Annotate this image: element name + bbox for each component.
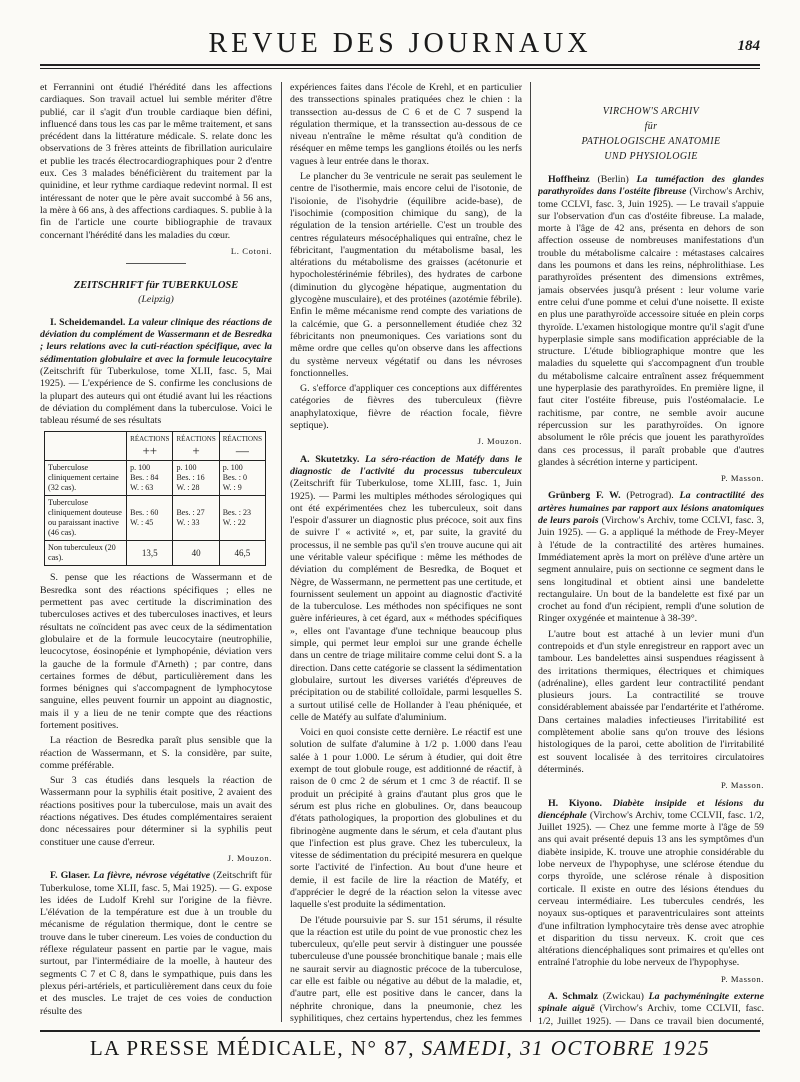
article-title: Diabète insipide et lésions du diencéphale	[538, 797, 764, 821]
table-cell: p. 100 Bes. : 84 W. : 63	[127, 461, 173, 496]
column-1	[40, 82, 272, 1026]
signature: L. Cotoni.	[230, 245, 272, 256]
article-author: Grünberg F. W.	[548, 490, 621, 502]
article-body: (Zeitschrift für Tuberkulose, tome XLIII, fasc. 1, Juin 1925). — Parmi les multiples méthodes sérologiques qui ont été expérimentées chez les tuberculeux, soit dans l'espoir d'assurer un diagnostic plus précoce, soit aux fins de suivre l' « activité », et, par suite, la gravité du processus, il ne semble pas qu'il s'en trouve aucune qui ait une véritable valeur spécifique : même les méthodes de déviation du complément de Besredka, de Boquet et Nègre, de Wassermann, ne permettent pas une certitude, et fournissent seulement un appoint au diagnostic d'activité de la tuberculose. Les méthodes non spécifiques ne sont guère inférieures, à cet égard, aux « méthodes spécifiques », elles ont l'avantage d'une technique beaucoup plus simple, qui permet leur emploi sur une grande échelle dans un centre de triage militaire comme celui dont S. a la direction. Dans cette catégorie se classent la sédimentation globulaire, surtout les diverses variétés d'épreuves de précipitation ou de stabilité colloïdale, parmi lesquelles S. a surtout utilisé celle de Hollander à l'eau phéniquée, et celle de Matéfy au sulfate d'aluminium.	[290, 478, 522, 723]
results-table	[44, 431, 266, 566]
table-row	[45, 461, 266, 496]
journal-name: ZEITSCHRIFT für TUBERKULOSE	[73, 280, 239, 292]
article-scheidemandel	[40, 317, 272, 428]
table-header	[173, 432, 219, 461]
table-cell: 40	[173, 541, 219, 566]
page-footer	[40, 1030, 760, 1070]
paragraph: Le plancher du 3e ventricule ne serait pas seulement le centre de l'isothermie, mais encore celui de l'isotonie, de l'isoionie, de l'isohydrie (équilibre acide-base), de l'isochimie (composition chimique du sang), de la régulation de la tension artérielle. C'est un trouble des centres régulateurs mésocéphaliques qui entraîne, chez le fébricitant, l'augmentation du métabolisme basal, les altérations du métabolisme des graisses (acétonurie et hypocholestérinémie fébriles), des hydrates de carbone (diminution du glycogène hépatique, augmentation du glycogène musculaire), et des protéines (azotémie fébrile). Enfin le même mécanisme rend compte des variations de la calcémie, que G. a personnellement étudiée chez 32 fébricitants non pneumoniques. Ces variations sont du même ordre que celles qu'on observe dans les affections du système nerveux végétatif ou dans les névroses fonctionnelles.	[290, 171, 522, 379]
paragraph: De l'étude poursuivie par S. sur 151 sérums, il résulte que la réaction est utile du point de vue pronostic chez les tuberculeux, qu'elle peut servir à distinguer une poussée tuberculeuse d'une poussée bronchitique banale ; mais elle ne saurait servir au diagnostic précoce de la tuberculose, car elle est faible ou négative au début de la maladie, et, d'autre part, elle est positive dans le cancer, dans la néphrite chronique, dans la pneumonie, chez les syphilitiques, chez certains hypertendus, chez les femmes	[290, 914, 522, 1024]
page-number: 184	[737, 38, 760, 54]
table-cell: Bes. : 27 W. : 33	[173, 496, 219, 541]
table-row	[45, 541, 266, 566]
footer-text	[40, 1036, 760, 1061]
article-author: A. Skutetzky.	[300, 453, 360, 465]
header-symbol: —	[235, 443, 249, 459]
header-label: RÉACTIONS	[130, 435, 170, 444]
table-cell: p. 100 Bes. : 16 W. : 28	[173, 461, 219, 496]
paragraph: expériences faites dans l'école de Krehl, et en particulier des transsections spinales pratiquées chez le chien : la transsection au-dessus de C 6 et de C 7 suspend la régulation thermique, et la transsection au-dessous de ce niveau n'entraîne le même résultat qu'à condition de réséquer en même temps les ganglions étoilés ou les nerfs vagues à leur entrée dans le thorax.	[290, 82, 522, 167]
signature: P. Masson.	[720, 473, 764, 484]
signature: P. Masson.	[720, 780, 764, 791]
column-divider-2	[530, 82, 531, 1022]
table-cell: p. 100 Bes. : 0 W. : 9	[219, 461, 265, 496]
header-symbol: +	[192, 443, 200, 459]
table-cell: Bes. : 23 W. : 22	[219, 496, 265, 541]
signature: J. Mouzon.	[477, 436, 522, 447]
signature: J. Mouzon.	[227, 852, 272, 863]
running-title: REVUE DES JOURNAUX	[208, 28, 592, 59]
article-body: (Zeitschrift für Tuberkulose, tome XLII, fasc. 5, Mai 1925). — L'expérience de S. confirme les conclusions de la plupart des auteurs qui ont étudié avant lui les réactions de déviation du complément dans la tuberculose. Voici le tableau résumé de ses résultats	[40, 365, 272, 427]
article-skutetzky	[290, 454, 522, 725]
paragraph: S. pense que les réactions de Wassermann et de Besredka sont des réactions spécifiques ; elles ne permettent pas avec certitude la discrimination des tuberculoses actives et des tuberculoses inactives, et leurs résultats ne coïncident pas avec ceux de la sédimentation globulaire et de la formule leucocytaire (neutrophilie, leucocytose, éosinopénie et lymphopénie, déviation vers la gauche de la formule d'Arneth) ; par contre, dans certaines formes de début, particulièrement dans les formes bénignes qui s'accompagnent de lymphocytose sanguine, elles peuvent fournir un appoint au diagnostic, mais il y a lieu de ne tenir compte que des réactions fortement positives.	[40, 572, 272, 731]
article-title: La contractilité des artères humaines par rapport aux lésions anatomiques de leurs parois	[538, 490, 764, 527]
header-label: RÉACTIONS	[176, 435, 216, 444]
article-body: (Zeitschrift für Tuberkulose, tome XLII, fasc. 5, Mai 1925). — G. expose les idées de Ludolf Krehl sur l'origine de la fièvre. L'élévation de la température est due à un trouble du mécanisme de régulation thermique, dont le centre se trouve dans le tuber cinereum. Les voies de conduction du réflexe régulateur passent en partie par le vague, mais surtout, par l'intermédiaire de la moelle, à hauteur des segments C 7 et C 8, dans le sympathique, puis dans les plexus péri-artériels, et particulièrement dans ceux du foie et des muscles. Le trajet de ces voies de conduction résulte des	[40, 870, 272, 1017]
article-author: H. Kiyono.	[548, 797, 603, 809]
journal-line: für	[644, 121, 658, 132]
header-rule-thin	[40, 68, 760, 69]
journal-line: UND PHYSIOLOGIE	[604, 151, 698, 162]
article-body: (Virchow's Archiv, tome CCLVII, fasc. 1/2, Juillet 1925). — Chez une femme morte à l'âge de 59 ans qui avait présenté depuis 13 ans les symptômes d'un diabète insipide, K. trouve une atrophie considérable du lobe nerveux de l'hypophyse, une sclérose étendue du corps thyroïde, une sclérose rénale à disposition corticale. Il existe en outre des lésions étendues du cerveau intermédiaire. Les tubercules cendrés, les noyaux sus-optiques et paraventriculaires sont atteints d'une infiltration lymphocytaire très dense avec atrophie et disparition du tissu nerveux. K. croit que ces altérations diencéphaliques sont primaires et qu'elles ont entraîné l'atrophie du lobe nerveux de l'hypophyse.	[538, 809, 764, 969]
footer-issue: N° 87,	[350, 1036, 415, 1060]
table-row	[45, 496, 266, 541]
table-header-row	[45, 432, 266, 461]
journal-line: VIRCHOW'S ARCHIV	[602, 106, 700, 117]
article-author: I. Scheidemandel.	[50, 316, 126, 328]
article-body: (Virchow's Archiv, tome CCLVII, fasc. 1/2, Juillet 1925). — Dans ce travail bien documenté,	[538, 1003, 764, 1026]
paragraph: La réaction de Besredka paraît plus sensible que la réaction de Wassermann, et S. la considère, par suite, comme préférable.	[40, 735, 272, 771]
paragraph: G. s'efforce d'appliquer ces conceptions aux différentes catégories de fièvres des tuberculeux (fièvre anaphylatoxique, fièvre de réaction focale, fièvre septique).	[290, 383, 522, 432]
row-label: Tuberculose cliniquement certaine (32 cas).	[45, 461, 127, 496]
column-divider-1	[281, 82, 282, 1022]
header-rule	[40, 64, 760, 66]
paragraph: et Ferrannini ont étudié l'hérédité dans les affections cardiaques. Son travail actuel lui semble mériter d'être publié, car il s'agit d'un trouble cardiaque bien défini, influencé dans tous les cas par le même traitement, et sans précédent dans la littérature médicale. S. relate donc les observations de 3 frères atteints de fibrillation auriculaire et publie les tracés électrocardiographiques pour 2 d'entre eux. Ces 3 malades bénéficièrent du traitement par la quinidine, et leur rythme cardiaque redevint normal. Il est intéressant de noter que le père avait succombé à 56 ans, la mère à 66 ans, à des affections cardiaques. S. publie à la fin de l'article une courte bibliographie de travaux concernant l'hérédité dans les maladies du cœur.	[40, 82, 272, 241]
article-glaser	[40, 870, 272, 1018]
separator	[126, 263, 186, 264]
signature: P. Masson.	[720, 973, 764, 984]
article-title: La tuméfaction des glandes parathyroïdes dans l'ostéite fibreuse	[538, 174, 764, 198]
article-city: (Petrograd).	[626, 490, 674, 502]
paragraph: Voici en quoi consiste cette dernière. Le réactif est une solution de sulfate d'alumine à 1/2 p. 1.000 dans l'eau salée à 1 pour 1.000. Le sérum à étudier, qui doit être exempt de tout globule rouge, est additionné de réactif, à raison de 0 cmc 2 de sérum et 1 cmc 3 de réactif. Il se produit un précipité à grains d'autant plus gros que le sérum est plus riche en globulines. Or, dans beaucoup d'états pathologiques, la proportion des globulines et du fibrinogène augmente dans le sérum, et cela d'autant plus que l'infection est plus grave. Chez les tuberculeux, la vitesse de sédimentation du précipité mesurera en quelque sorte l'activité de l'infection. Au bout d'une heure et demie, il est facile de lire la réaction de Matéfy, et d'apprécier le degré de la réaction selon la vitesse avec laquelle s'est produite la sédimentation.	[290, 727, 522, 911]
article-city: (Berlin)	[597, 174, 629, 185]
column-3	[538, 82, 764, 1026]
page-header	[40, 26, 760, 66]
article-hoffheinz	[538, 174, 764, 469]
footer-journal: LA PRESSE MÉDICALE,	[89, 1036, 345, 1060]
article-author: Hoffheinz	[548, 174, 590, 185]
header-symbol: ++	[142, 443, 158, 459]
column-2	[290, 82, 522, 1026]
table-header	[219, 432, 265, 461]
paragraph: Sur 3 cas étudiés dans lesquels la réaction de Wassermann pour la syphilis était positive, 2 avaient des réactions positives pour la tuberculose, mais un avait des réactions négatives. Des études complémentaires seraient donc nécessaires pour déterminer si la syphilis peut constituer une cause d'erreur.	[40, 775, 272, 848]
journal-heading	[538, 104, 764, 164]
table-cell: 13,5	[127, 541, 173, 566]
row-label: Non tuberculeux (20 cas).	[45, 541, 127, 566]
article-kiyono	[538, 798, 764, 970]
table-cell: 46,5	[219, 541, 265, 566]
article-schmalz	[538, 991, 764, 1026]
article-body: (Virchow's Archiv, tome CCLVI, fasc. 3, Juin 1925). — G. a appliqué la méthode de Frey-Meyer à l'étude de la contractilité des artères humaines. Immédiatement après la mort on prélève d'une artère un segment annulaire, puis on sectionne ce segment dans le sens longitudinal et obtient ainsi une bandelette rectangulaire. Un bout de la bandelette est fixé par un crochet au fond d'un récipient, rempli d'une solution de Ringer oxygénée et maintenue à 38-39°.	[538, 515, 764, 625]
table-cell: Bes. : 60 W. : 45	[127, 496, 173, 541]
article-title: La séro-réaction de Matéfy dans le diagnostic de l'activité du processus tuberculeux	[290, 453, 522, 477]
footer-date: SAMEDI, 31 OCTOBRE 1925	[421, 1036, 711, 1060]
article-title: La valeur clinique des réactions de déviation du complément de Wassermann et de Besredka ; leurs relations avec la cuti-réaction spécifique, avec la sédimentation globulaire et avec la formule leucocytaire	[40, 316, 272, 365]
article-body: (Virchow's Archiv, tome CCLVI, fasc. 3, Juin 1925). — Le travail s'appuie sur l'observation d'un cas d'ostéite fibreuse. La malade, morte à l'âge de 42 ans, présenta en dehors de son affection osseuse de nombreuses manifestations d'un trouble du métabolisme calcaire : métastases calcaires dans les poumons et dans les reins, néphrolithiase. Les parathyroïdes présentent des dimensions extrêmes, jamais observées jusqu'à présent : leur volume varie entre celui d'une pomme et celui d'une noisette. Il existe en plus une parathyroïde accessoire située en plein corps thyroïde. L'examen histologique montre qu'il s'agit d'une hyperplasie simple sans modification appréciable de la structure. L'étude bibliographique montre que les maladies du squelette qui s'accompagnent d'un trouble du métabolisme calcaire entraînent assez fréquemment une hyperplasie des parathyroïdes. En première ligne, il faut citer l'ostéite fibreuse, puis l'ostéomalacie. Le rachitisme, par contre, ne semble avoir aucune répercussion sur les parathyroïdes. On ignore absolument le rôle précis que jouent les parathyroïdes dans ces processus, il paraît probable que d'autres glandes à sécrétion interne y participent.	[538, 186, 764, 468]
article-author: A. Schmalz	[548, 991, 599, 1002]
article-title: La fièvre, névrose végétative	[93, 870, 211, 882]
footer-rule	[40, 1030, 760, 1032]
article-title: La pachyméningite externe spinale aiguë	[538, 991, 764, 1015]
paragraph: L'autre bout est attaché à un levier muni d'un contrepoids et d'un style enregistreur en rapport avec un tambour. Les bandelettes ainsi suspendues réagissent à des irritations thermiques, électriques et chimiques (adrénaline), elles gardent leur contractilité pendant plusieurs jours. La contractilité se trouve considérablement abaissée par l'endartérite et l'athérome. Dans certaines maladies infectieuses l'irritabilité est complètement abolie sans qu'on trouve des lésions histologiques de la paroi, cette abolition de l'irritabilité est souvent localisée à des territoires circulatoires déterminés.	[538, 628, 764, 775]
article-author: F. Glaser.	[50, 870, 91, 882]
article-grunberg	[538, 490, 764, 625]
journal-line: PATHOLOGISCHE ANATOMIE	[581, 136, 721, 147]
journal-city: (Leipzig)	[138, 294, 174, 306]
row-label: Tuberculose cliniquement douteuse ou paraissant inactive (46 cas).	[45, 496, 127, 541]
table-header	[127, 432, 173, 461]
article-city: (Zwickau)	[602, 991, 644, 1002]
header-label: RÉACTIONS	[222, 435, 262, 444]
table-corner	[45, 432, 127, 461]
